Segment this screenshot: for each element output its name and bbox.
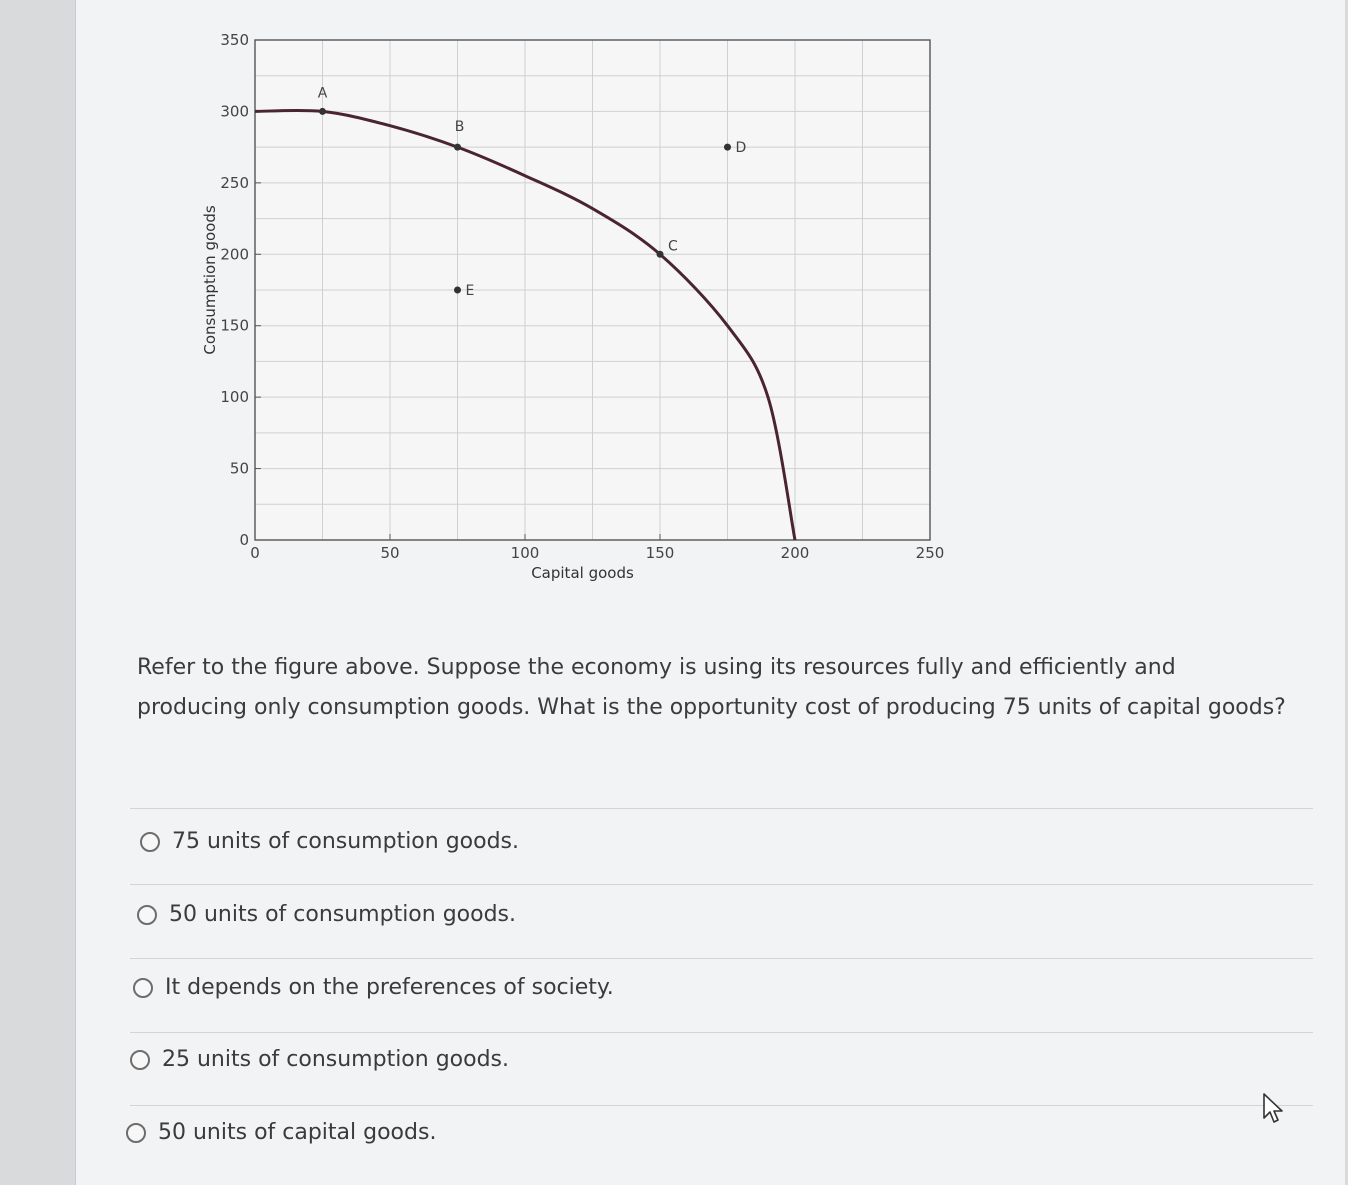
y-tick-label: 50 <box>229 459 249 478</box>
y-tick-label: 0 <box>239 531 249 549</box>
question-text: Refer to the figure above. Suppose the economy is using its resources fully and efficiently and producing only consumption goods. What is the opportunity cost of producing 75 units of capital goods? <box>137 655 1286 720</box>
radio-icon[interactable] <box>140 832 160 852</box>
option-4[interactable] <box>130 1047 509 1072</box>
radio-icon[interactable] <box>133 978 153 998</box>
option-label: 50 units of consumption goods. <box>169 902 517 927</box>
option-label: 75 units of consumption goods. <box>172 829 520 854</box>
y-tick-label: 100 <box>220 388 249 407</box>
divider <box>130 958 1313 959</box>
divider <box>130 808 1313 809</box>
point-b-marker <box>454 144 461 151</box>
option-2[interactable] <box>137 902 516 927</box>
y-tick-label: 350 <box>220 31 249 49</box>
point-e-label: E <box>465 283 475 299</box>
point-c-label: C <box>668 238 678 255</box>
y-axis-label: Consumption goods <box>201 205 219 355</box>
radio-icon[interactable] <box>130 1050 150 1070</box>
x-tick-label: 0 <box>250 544 260 562</box>
ppf-chart-svg <box>185 20 965 600</box>
option-5[interactable] <box>126 1120 436 1145</box>
x-tick-label: 250 <box>915 544 945 562</box>
option-label: 25 units of consumption goods. <box>162 1047 510 1072</box>
point-a-marker <box>319 108 326 115</box>
mouse-cursor-icon <box>1262 1092 1286 1126</box>
option-label: 50 units of capital goods. <box>158 1120 437 1145</box>
point-d-marker <box>724 144 731 151</box>
point-d-label: D <box>735 140 747 157</box>
divider <box>130 884 1313 885</box>
x-tick-label: 50 <box>380 544 400 562</box>
radio-icon[interactable] <box>126 1123 146 1143</box>
x-tick-label: 150 <box>645 544 675 562</box>
option-3[interactable] <box>133 975 614 1000</box>
point-b-label: B <box>454 119 465 136</box>
ppf-chart <box>185 20 965 600</box>
option-label: It depends on the preferences of society. <box>165 975 614 1000</box>
point-c-marker <box>657 251 664 258</box>
y-tick-label: 300 <box>220 102 249 121</box>
point-e-marker <box>454 287 461 294</box>
x-tick-label: 100 <box>510 544 540 562</box>
y-tick-label: 250 <box>220 173 249 192</box>
y-tick-label: 200 <box>220 245 249 264</box>
y-tick-label: 150 <box>220 316 249 335</box>
x-tick-label: 200 <box>780 544 810 562</box>
point-a-label: A <box>317 85 328 102</box>
x-axis-label: Capital goods <box>531 564 634 582</box>
option-1[interactable] <box>140 829 519 854</box>
divider <box>130 1105 1313 1106</box>
radio-icon[interactable] <box>137 905 157 925</box>
divider <box>130 1032 1313 1033</box>
